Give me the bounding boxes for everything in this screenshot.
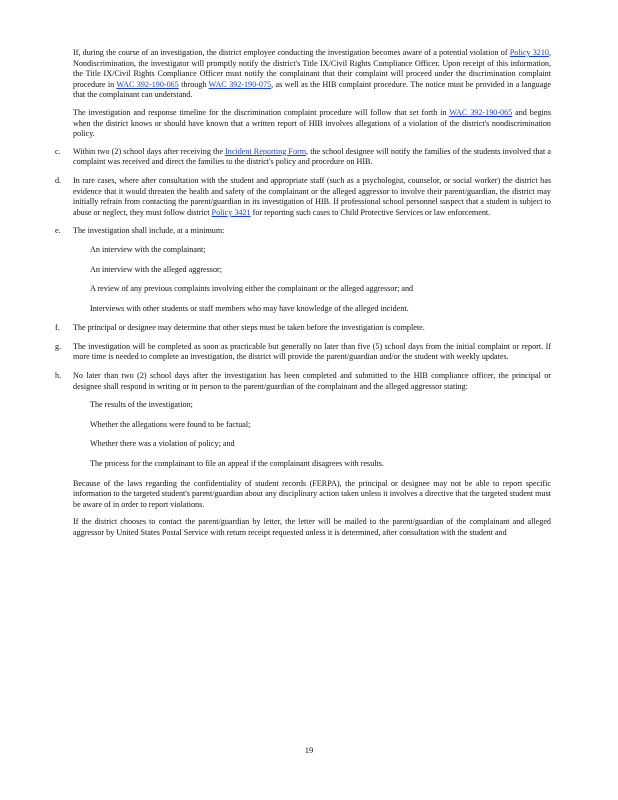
paragraph-text <box>73 342 551 363</box>
text-run: No later than two (2) school days after the investigation has been completed and submitted to the HIB compliance officer, the principal or designee shall respond in writing or in person to the parent/guardian of the complainant and the alleged aggressor stating: <box>73 371 551 391</box>
paragraph-c <box>55 147 551 168</box>
text-run: The investigation shall include, at a minimum: <box>73 226 225 236</box>
paragraph-text <box>73 48 551 101</box>
paragraph-label: g. <box>55 341 62 351</box>
paragraph-text <box>73 176 551 218</box>
policy-link[interactable]: WAC 392-190-075 <box>208 79 272 89</box>
text-run: The investigation and response timeline for the discrimination complaint procedure will follow that set forth in <box>73 107 450 117</box>
list-item-text: Whether the allegations were found to be factual; <box>90 419 251 429</box>
procedure-paragraphs-2 <box>55 323 551 392</box>
paragraph-text <box>73 371 551 392</box>
text-run: If, during the course of an investigation, the district employee conducting the investigation becomes aware of a potential violation of <box>73 48 510 57</box>
list-item-text: An interview with the alleged aggressor; <box>90 264 222 274</box>
list-item <box>55 439 551 450</box>
list-item-text: Interviews with other students or staff members who may have knowledge of the alleged incident. <box>90 303 409 313</box>
list-item-text: A review of any previous complaints involving either the complainant or the alleged aggressor; and <box>90 284 414 294</box>
investigation-minimum-list <box>55 245 551 314</box>
policy-link[interactable]: WAC 392-190-065 <box>116 79 179 89</box>
paragraph-label: h. <box>55 371 62 381</box>
closing-notes <box>55 479 551 539</box>
paragraph-text <box>73 147 551 168</box>
paragraph-f <box>55 323 551 334</box>
paragraph-label: f. <box>55 323 60 333</box>
list-item <box>55 245 551 256</box>
paragraph-text <box>73 226 551 237</box>
list-item-text: An interview with the complainant; <box>90 244 206 254</box>
paragraph-h <box>55 371 551 392</box>
paragraph-label: e. <box>55 226 61 236</box>
text-run: Within two (2) school days after receiving the <box>73 146 226 156</box>
text-run: and begins when the district knows or should have known that a written report of HIB involves allegations of a violation of the district's nondiscrimination policy. <box>73 107 551 139</box>
paragraph-b1 <box>55 48 551 101</box>
list-item-text: Whether there was a violation of policy; and <box>90 439 235 449</box>
list-item <box>55 400 551 411</box>
policy-link[interactable]: Policy 3210 <box>509 48 549 57</box>
paragraph-text <box>73 323 551 334</box>
list-item <box>55 284 551 295</box>
list-item <box>55 459 551 470</box>
paragraph-label: d. <box>55 175 62 185</box>
note-paragraph: Because of the laws regarding the confidentiality of student records (FERPA), the principal or designee may not be able to report specific information to the targeted student's parent/guardian about any disciplinary action taken unless it involves a directive that the targeted student must be aware of in order to report violations. <box>73 478 551 509</box>
text-run: The investigation will be completed as soon as practicable but generally no later than five (5) school days from the initial complaint or report. If more time is needed to complete an investigation, the district will provide the parent/guardian and/or the student with weekly updates. <box>73 341 551 362</box>
policy-link[interactable]: Policy 3421 <box>211 207 251 217</box>
text-run: , the school designee will notify the families of the students involved that a complaint was received and direct the families to the district's policy and procedure on HIB. <box>73 146 551 167</box>
paragraph-text <box>73 108 551 140</box>
text-run: In rare cases, where after consultation with the student and appropriate staff (such as a psychologist, counselor, or social worker) the district has evidence that it would threaten the health and safety of the complainant or the alleged aggressor to involve their parent/guardian, the district may initially refrain from contacting the parent/guardian in its investigation of HIB. If professional school personnel suspect that a student is subject to abuse or neglect, they must follow district <box>73 175 551 217</box>
paragraph-b2 <box>55 108 551 140</box>
text-run: for reporting such cases to Child Protective Services or law enforcement. <box>250 207 491 217</box>
page-number: 19 <box>304 745 314 755</box>
paragraph-label: c. <box>55 146 61 156</box>
procedure-paragraphs-1 <box>55 48 551 237</box>
response-statement-list <box>55 400 551 469</box>
paragraph-g <box>55 342 551 363</box>
paragraph-d <box>55 176 551 218</box>
list-item <box>55 265 551 276</box>
note-paragraph: If the district chooses to contact the parent/guardian by letter, the letter will be mailed to the parent/guardian of the complainant and alleged aggressor by United States Postal Service with return receipt requested unless it is determined, after consultation with the student and <box>73 517 551 537</box>
list-item <box>55 420 551 431</box>
text-run: , Nondiscrimination, the investigator will promptly notify the district's Title IX/Civil Rights Compliance Officer. Upon receipt of this information, the Title IX/Civil Rights Compliance Officer must notify the complainant that their complaint will proceed under the discrimination complaint procedure in <box>73 48 551 89</box>
list-item <box>55 304 551 315</box>
paragraph-e <box>55 226 551 237</box>
policy-link[interactable]: WAC 392-190-065 <box>449 107 513 117</box>
text-run: through <box>178 79 209 89</box>
list-item-text: The process for the complainant to file an appeal if the complainant disagrees with results. <box>90 459 384 469</box>
policy-link[interactable]: Incident Reporting Form <box>225 146 307 156</box>
text-run: The principal or designee may determine that other steps must be taken before the investigation is complete. <box>73 323 425 333</box>
list-item-text: The results of the investigation; <box>90 400 193 410</box>
page-content <box>55 48 551 546</box>
text-run: , as well as the HIB complaint procedure. The notice must be provided in a language that the complainant can understand. <box>73 79 552 100</box>
